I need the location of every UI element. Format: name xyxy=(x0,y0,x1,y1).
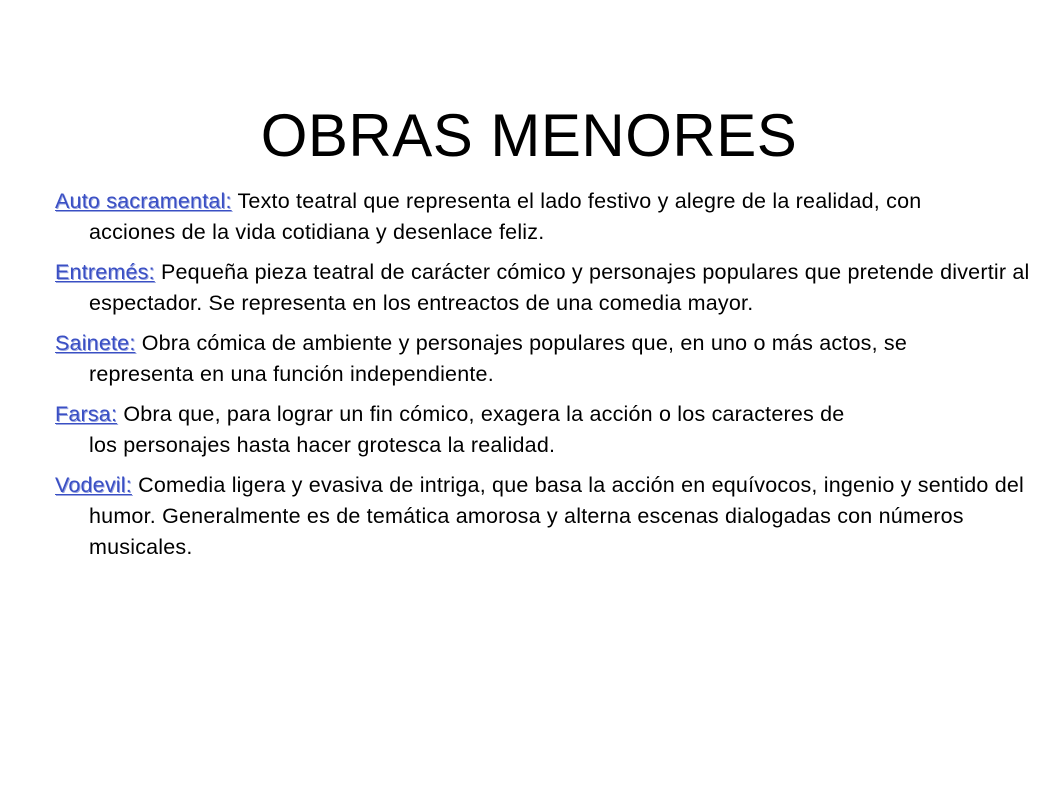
definition-entremes: Pequeña pieza teatral de carácter cómico y personajes populares que pretende divertir al espectador. Se representa en los entreactos de una comedia mayor. xyxy=(89,260,1030,315)
definition-farsa: Obra que, para lograr un fin cómico, exagera la acción o los caracteres de los personajes hasta hacer grotesca la realidad. xyxy=(89,402,845,457)
term-link-auto-sacramental[interactable]: Auto sacramental: xyxy=(55,189,232,213)
definition-sainete: Obra cómica de ambiente y personajes populares que, en uno o más actos, se representa en una función independiente. xyxy=(89,331,908,386)
definition-vodevil: Comedia ligera y evasiva de intriga, que basa la acción en equívocos, ingenio y sentido del humor. Generalmente es de temática amorosa y alterna escenas dialogadas con números musicales. xyxy=(89,473,1024,559)
list-item-vodevil xyxy=(55,470,1039,563)
term-link-vodevil[interactable]: Vodevil: xyxy=(55,473,132,497)
term-link-farsa[interactable]: Farsa: xyxy=(55,402,118,426)
term-link-entremes[interactable]: Entremés: xyxy=(55,260,155,284)
list-item-sainete xyxy=(55,328,999,390)
page-title: OBRAS MENORES xyxy=(260,102,798,170)
definition-auto-sacramental: Texto teatral que representa el lado festivo y alegre de la realidad, con acciones de la vida cotidiana y desenlace feliz. xyxy=(89,189,922,244)
list-item-auto-sacramental xyxy=(55,186,959,248)
term-link-sainete[interactable]: Sainete: xyxy=(55,331,136,355)
definitions-list xyxy=(55,186,1030,572)
list-item-entremes xyxy=(55,257,1039,319)
list-item-farsa xyxy=(55,399,849,461)
